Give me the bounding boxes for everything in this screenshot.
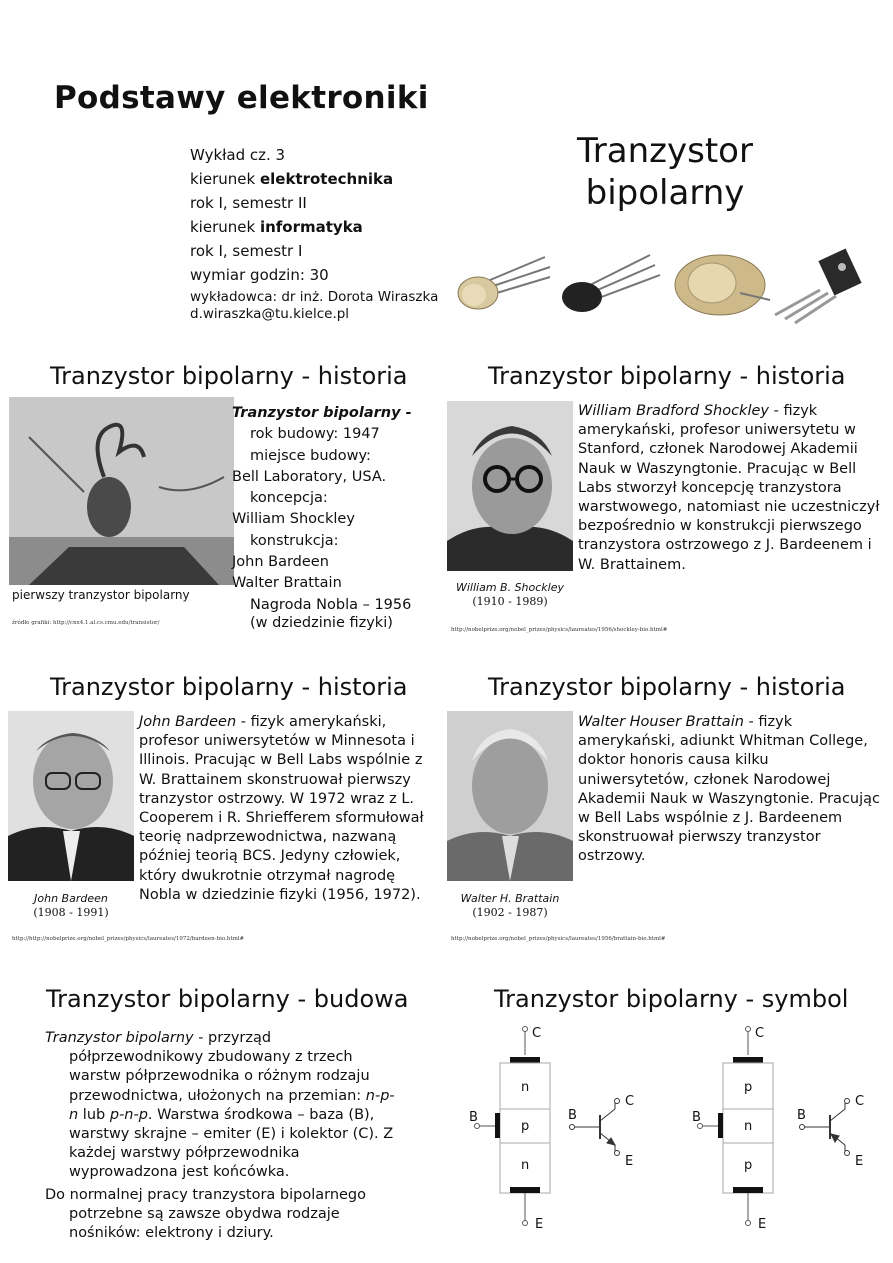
course-line-4: rok I, semestr I (190, 242, 303, 260)
slide6-title: Tranzystor bipolarny - symbol (494, 985, 849, 1013)
email: d.wiraszka@tu.kielce.pl (190, 306, 350, 322)
slide5-title: Tranzystor bipolarny - budowa (46, 985, 409, 1013)
npn-symbol-b-label: B (568, 1108, 577, 1123)
slide1-source: źródło grafiki: http://cnx4.1.al.cs.cmu.edu/transistor/ (12, 620, 160, 626)
course-line-3: kierunek informatyka (190, 218, 363, 236)
slide5-paragraph-2: Do normalnej pracy tranzystora bipolarnego potrzebne są zawsze obydwa rodzaje nośników: elektrony i dziury. (45, 1186, 367, 1242)
slide3-text: John Bardeen - fizyk amerykański, profesor uniwersytetów w Minnesota i Illinois. Pracując w Bell Labs wspólnie z W. Brattainem skonstruował pierwszy tranzystor ostrzowy. W 1972 wraz z L. Cooperem i R. Shriefferem sformułował teorię nadprzewodnictwa, nazwaną później teorią BCS. Jedyny człowiek, który dwukrotnie otrzymał nagrodę Nobla w dziedzinie fizyki (1956, 1972). (139, 714, 424, 903)
slide1-text: Tranzystor bipolarny - rok budowy: 1947 miejsce budowy: Bell Laboratory, USA. koncepcja: William Shockley konstrukcja: John Bardeen Walter Brattain Nagroda Nobla – 1956 (w dziedzinie fizyki) (232, 403, 442, 631)
lecturer: wykładowca: dr inż. Dorota Wiraszka (190, 289, 439, 305)
main-topic-title: Tranzystor bipolarny (577, 131, 753, 213)
bardeen-portrait (8, 711, 134, 881)
course-info (190, 143, 438, 323)
slide3-caption: John Bardeen (1908 - 1991) (33, 892, 109, 919)
transistor-symbols-diagram (455, 1015, 885, 1235)
course-line-5: wymiar godzin: 30 (190, 266, 329, 284)
npn-structure (469, 1026, 550, 1232)
slide2-source: http://nobelprize.org/nobel_prizes/physics/laureates/1956/shockley-bio.html# (451, 627, 668, 633)
course-line-2: rok I, semestr II (190, 194, 307, 212)
slide3-source: http://http://nobelprize.org/nobel_prizes/physics/laureates/1972/bardeen-bio.html# (12, 936, 245, 942)
slide1-photo-caption: pierwszy tranzystor bipolarny (12, 588, 190, 602)
slide5-paragraph-1: Tranzystor bipolarny - przyrząd półprzewodnikowy zbudowany z trzech warstw półprzewodnika o różnym rodzaju przewodnictwa, ułożonych na przemian: n-p-n lub p-n-p. Warstwa środkowa – baza (B), warstwy skrajne – emiter (E) i kolektor (C). Z każdej warstwy półprzewodnika wyprowadzona jest końcówka. (45, 1030, 395, 1181)
pnp-emitter-label: E (758, 1217, 767, 1232)
npn-base-label: B (469, 1110, 478, 1125)
pnp-base-label: B (692, 1110, 701, 1125)
slide2-caption: William B. Shockley (1910 - 1989) (455, 581, 565, 608)
slide2-title: Tranzystor bipolarny - historia (488, 362, 846, 390)
pnp-symbol-b-label: B (797, 1108, 806, 1123)
page-title: Podstawy elektroniki (54, 80, 429, 116)
pnp-symbol (800, 1099, 850, 1156)
course-line-1: kierunek elektrotechnika (190, 170, 394, 188)
npn-layer-1: n (521, 1080, 530, 1095)
slide3-title: Tranzystor bipolarny - historia (50, 673, 408, 701)
slide4-source: http://nobelprize.org/nobel_prizes/physics/laureates/1956/brattain-bio.html# (451, 936, 666, 942)
npn-symbol (570, 1099, 620, 1156)
npn-symbol-c-label: C (625, 1094, 635, 1109)
slide1-heading: Tranzystor bipolarny - (232, 405, 412, 421)
pnp-layer-1: p (744, 1080, 753, 1095)
npn-emitter-label: E (535, 1217, 544, 1232)
npn-layer-3: n (521, 1158, 530, 1173)
npn-layer-2: p (521, 1119, 530, 1134)
slide2-text: William Bradford Shockley - fizyk amerykański, profesor uniwersytetu w Stanford, członek Narodowej Akademii Nauk w Waszyngtonie. Pracując w Bell Labs stworzył koncepcję tranzystora warstwowego, natomiast nie uczestniczył bezpośrednio w konstrukcji pierwszego tranzystora ostrzowego z J. Bardeenem i W. Brattainem. (578, 403, 880, 573)
slide5-text (45, 1029, 400, 1243)
pnp-symbol-e-label: E (855, 1154, 864, 1169)
npn-symbol-e-label: E (625, 1154, 634, 1169)
slide1-title: Tranzystor bipolarny - historia (50, 362, 408, 390)
slide4-title: Tranzystor bipolarny - historia (488, 673, 846, 701)
pnp-symbol-c-label: C (855, 1094, 865, 1109)
pnp-structure (692, 1026, 773, 1232)
transistor-packages-image (450, 245, 890, 325)
first-transistor-photo (9, 397, 234, 585)
slide4-caption: Walter H. Brattain (1902 - 1987) (460, 892, 560, 919)
pnp-layer-3: p (744, 1158, 753, 1173)
brattain-portrait (447, 711, 573, 881)
shockley-portrait (447, 401, 573, 571)
npn-collector-label: C (532, 1026, 542, 1041)
lecture-number: Wykład cz. 3 (190, 146, 286, 164)
slide4-text: Walter Houser Brattain - fizyk amerykański, adiunkt Whitman College, doktor honoris causa kilku uniwersytetów, członek Narodowej Akademii Nauk w Waszyngtonie. Pracując w Bell Labs wspólnie z J. Bardeenem skonstruował pierwszy tranzystor ostrzowy. (578, 714, 880, 865)
pnp-layer-2: n (744, 1119, 753, 1134)
pnp-collector-label: C (755, 1026, 765, 1041)
